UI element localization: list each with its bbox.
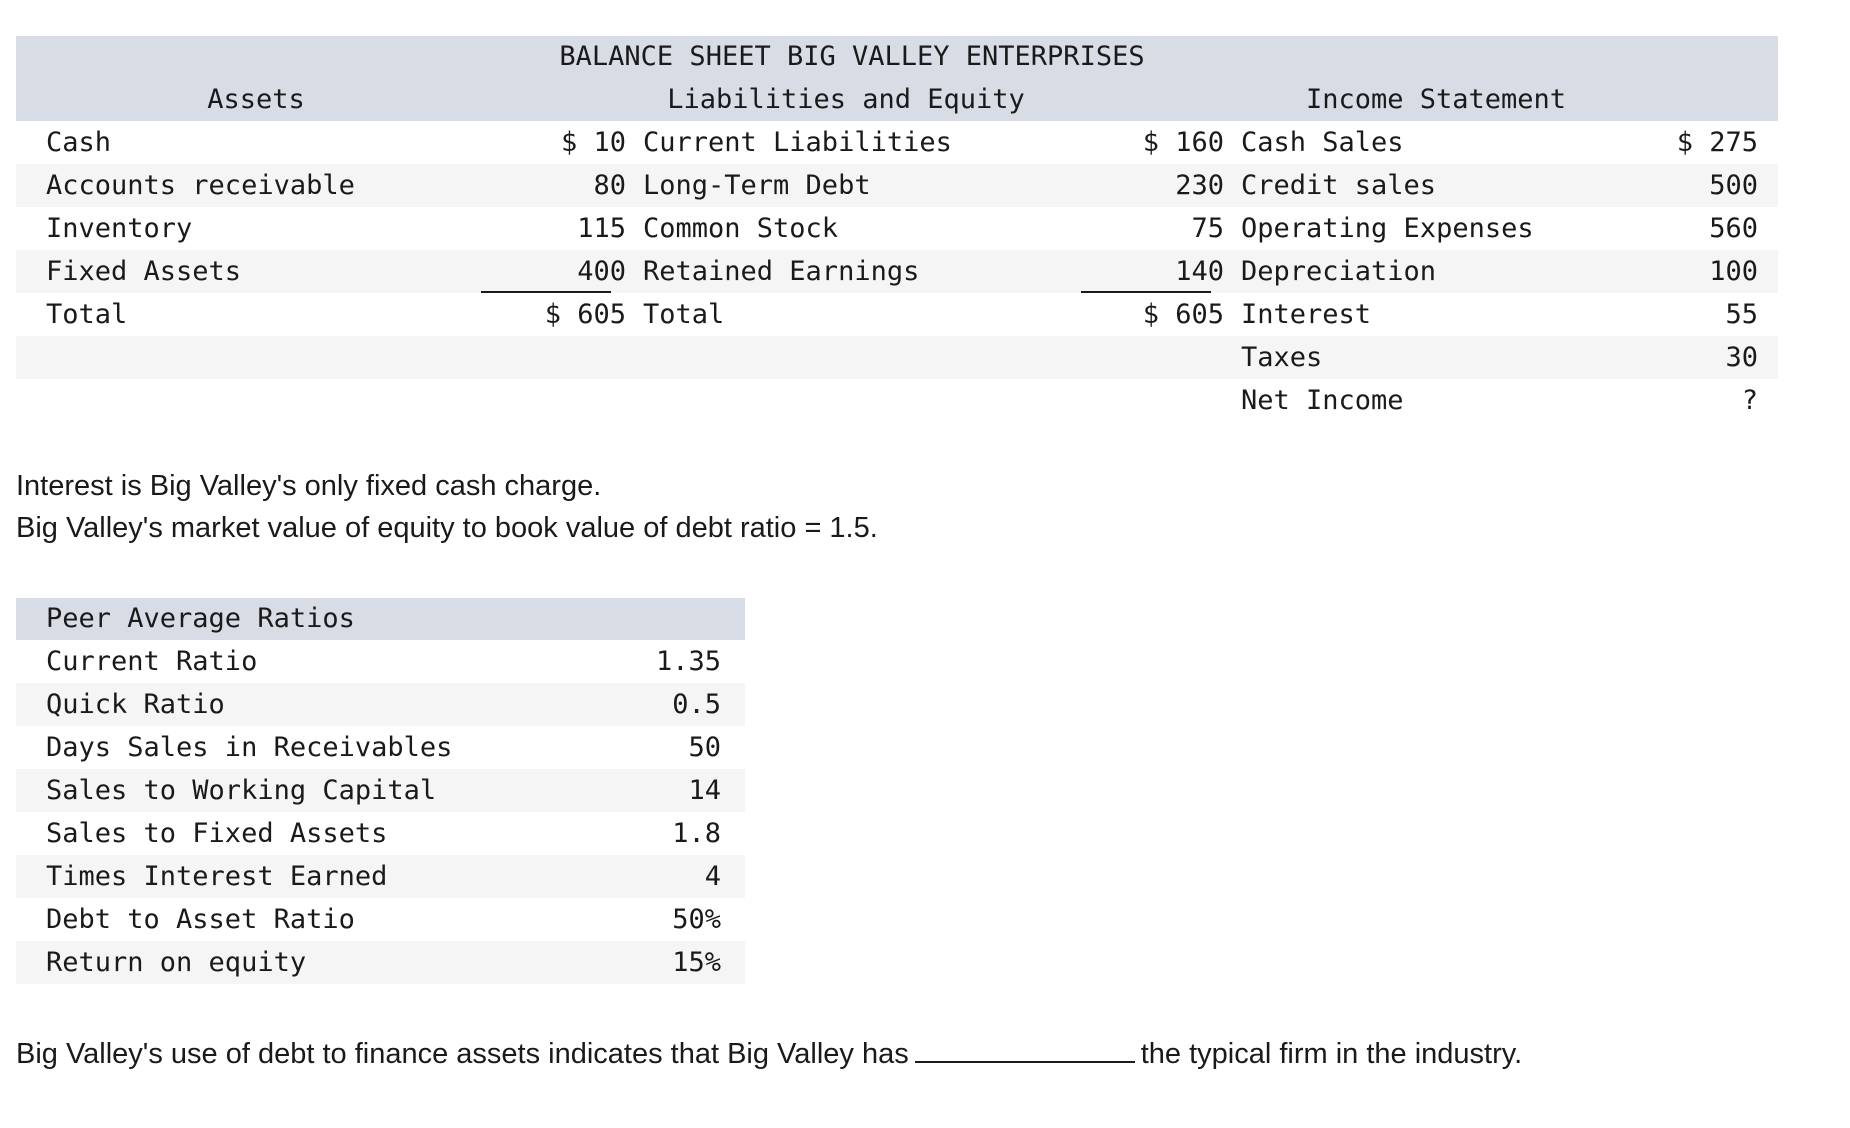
ratio-value: 1.8 — [672, 818, 721, 849]
income-label: Depreciation — [1241, 256, 1437, 287]
income-header: Income Statement — [1305, 84, 1567, 115]
income-label: Operating Expenses — [1241, 213, 1534, 244]
ratio-value: 14 — [688, 775, 721, 806]
question-text-after: the typical firm in the industry. — [1140, 1038, 1523, 1070]
table-row — [16, 855, 745, 898]
ratio-label: Quick Ratio — [46, 689, 225, 720]
table-row — [16, 683, 745, 726]
peer-ratios-table — [16, 598, 745, 984]
ratio-label: Sales to Working Capital — [46, 775, 437, 806]
income-value: 30 — [1725, 342, 1758, 373]
asset-label: Total — [46, 299, 128, 330]
liability-label: Current Liabilities — [643, 127, 952, 158]
table-row — [16, 769, 745, 812]
income-label: Credit sales — [1241, 170, 1437, 201]
assets-header: Assets — [207, 84, 305, 115]
income-label: Net Income — [1241, 385, 1404, 416]
table-row — [16, 293, 1778, 336]
income-value: 560 — [1709, 213, 1758, 244]
table-row — [16, 640, 745, 683]
table-row — [16, 941, 745, 984]
income-label: Cash Sales — [1241, 127, 1404, 158]
liability-value: $ 605 — [1142, 299, 1224, 330]
note-market-value-ratio: Big Valley's market value of equity to book value of debt ratio = 1.5. — [16, 512, 878, 544]
table-row — [16, 336, 1778, 379]
income-value: 100 — [1709, 256, 1758, 287]
ratio-value: 4 — [704, 861, 721, 892]
income-label: Interest — [1241, 299, 1372, 330]
asset-label: Inventory — [46, 213, 193, 244]
income-value: $ 275 — [1676, 127, 1758, 158]
question-sentence — [16, 1033, 1522, 1071]
income-value: ? — [1741, 385, 1758, 416]
answer-blank[interactable] — [915, 1033, 1135, 1063]
liability-label: Long-Term Debt — [643, 170, 871, 201]
table-row — [16, 121, 1778, 164]
question-text-before: Big Valley's use of debt to finance assets indicates that Big Valley has — [16, 1038, 909, 1070]
income-value: 500 — [1709, 170, 1758, 201]
asset-value: 80 — [593, 170, 626, 201]
ratio-value: 50 — [688, 732, 721, 763]
liability-value: 75 — [1191, 213, 1224, 244]
ratio-label: Times Interest Earned — [46, 861, 388, 892]
liability-label: Retained Earnings — [643, 256, 920, 287]
liability-value: 140 — [1175, 256, 1224, 287]
asset-value: 115 — [577, 213, 626, 244]
ratio-label: Return on equity — [46, 947, 307, 978]
liability-value: $ 160 — [1142, 127, 1224, 158]
table-row — [16, 250, 1778, 293]
asset-value: 400 — [577, 256, 626, 287]
balance-sheet-header-row — [16, 78, 1778, 121]
liability-value: 230 — [1175, 170, 1224, 201]
ratio-value: 1.35 — [655, 646, 721, 677]
asset-label: Fixed Assets — [46, 256, 242, 287]
table-row — [16, 898, 745, 941]
liability-label: Common Stock — [643, 213, 839, 244]
table-row — [16, 812, 745, 855]
table-row — [16, 726, 745, 769]
asset-label: Accounts receivable — [46, 170, 355, 201]
ratio-label: Debt to Asset Ratio — [46, 904, 355, 935]
asset-value: $ 605 — [544, 299, 626, 330]
ratio-label: Sales to Fixed Assets — [46, 818, 388, 849]
asset-value: $ 10 — [560, 127, 626, 158]
ratio-label: Days Sales in Receivables — [46, 732, 453, 763]
asset-label: Cash — [46, 127, 112, 158]
income-label: Taxes — [1241, 342, 1323, 373]
note-fixed-charge: Interest is Big Valley's only fixed cash charge. — [16, 470, 602, 502]
ratio-value: 15% — [672, 947, 721, 978]
balance-sheet-title: BALANCE SHEET BIG VALLEY ENTERPRISES — [16, 36, 1778, 78]
liabilities-header: Liabilities and Equity — [667, 84, 1025, 115]
table-row — [16, 379, 1778, 422]
table-row — [16, 164, 1778, 207]
income-value: 55 — [1725, 299, 1758, 330]
liability-label: Total — [643, 299, 725, 330]
ratio-label: Current Ratio — [46, 646, 258, 677]
table-row — [16, 207, 1778, 250]
balance-sheet-table — [16, 36, 1778, 422]
ratio-value: 50% — [672, 904, 721, 935]
ratio-value: 0.5 — [672, 689, 721, 720]
peer-ratios-title: Peer Average Ratios — [16, 598, 745, 640]
